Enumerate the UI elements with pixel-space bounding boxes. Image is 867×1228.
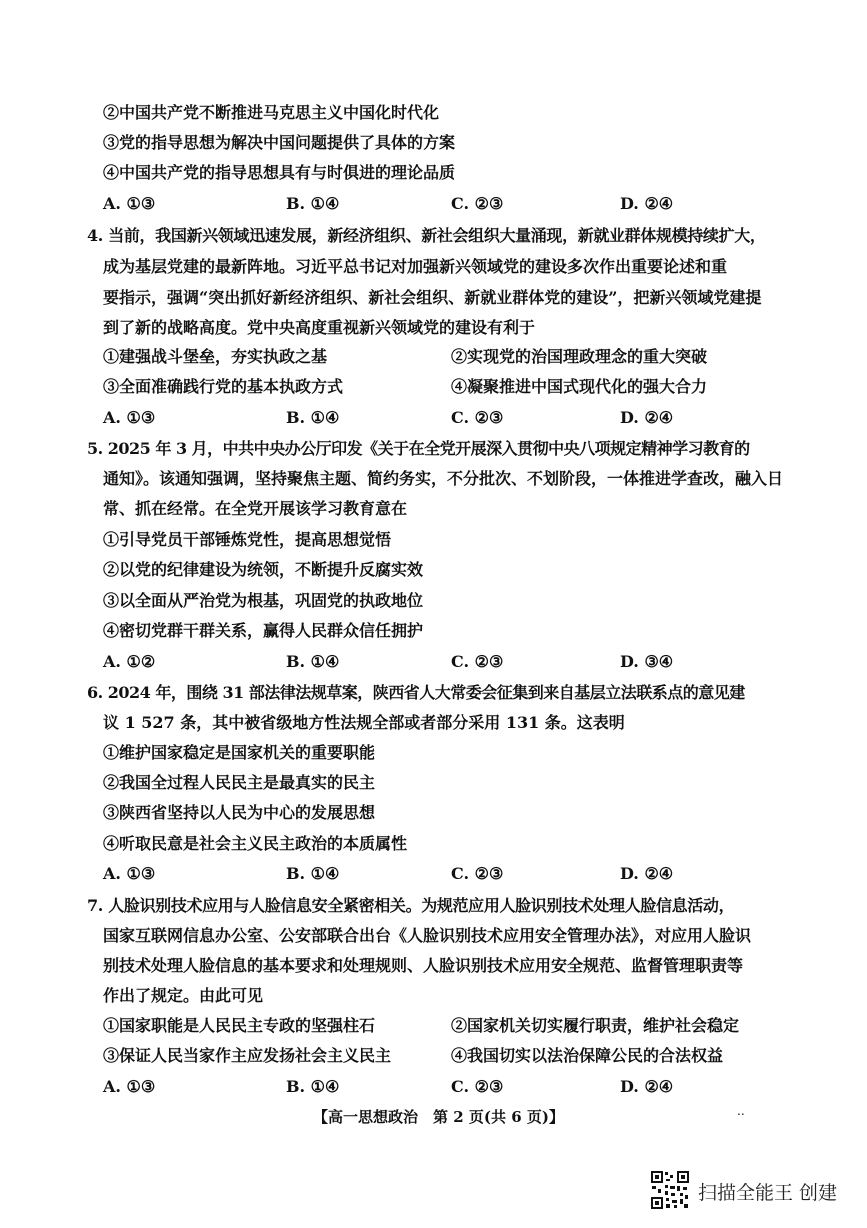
q7-option-b: B. ①④ [286,1077,340,1096]
q5-option-b: B. ①④ [286,652,340,671]
q3-item-4: ④中国共产党的指导思想具有与时俱进的理论品质 [103,163,456,182]
page-footer: 【高一思想政治 第 2 页(共 6 页)】 [313,1108,564,1126]
q7-stem-line-1: 7. 人脸识别技术应用与人脸信息安全紧密相关。为规范应用人脸识别技术处理人脸信息活动， [87,896,735,915]
q6-option-a: A. ①③ [103,864,156,883]
q7-stem-line-4: 作出了规定。由此可见 [103,986,264,1005]
q4-stem-line-4: 到了新的战略高度。党中央高度重视新兴领域党的建设有利于 [103,318,536,337]
q6-option-b: B. ①④ [286,864,340,883]
q6-option-c: C. ②③ [451,864,504,883]
q7-item-2: ②国家机关切实履行职责，维护社会稳定 [451,1016,740,1035]
q6-stem-line-1: 6. 2024 年，围绕 31 部法律法规草案，陕西省人大常委会征集到来自基层立法联系点的意见建 [87,683,745,702]
q6-item-1: ①维护国家稳定是国家机关的重要职能 [103,743,376,762]
q3-option-a: A. ①③ [103,194,156,213]
q3-item-2: ②中国共产党不断推进马克思主义中国化时代化 [103,103,440,122]
q4-stem-line-2: 成为基层党建的最新阵地。习近平总书记对加强新兴领域党的建设多次作出重要论述和重 [103,257,728,276]
q7-stem-line-2: 国家互联网信息办公室、公安部联合出台《人脸识别技术应用安全管理办法》，对应用人脸识 [103,926,752,945]
q4-stem-line-1: 4. 当前，我国新兴领域迅速发展，新经济组织、新社会组织大量涌现，新就业群体规模持续扩大， [87,226,766,245]
q6-option-d: D. ②④ [620,864,674,883]
q6-item-2: ②我国全过程人民民主是最真实的民主 [103,773,376,792]
q7-stem-line-3: 别技术处理人脸信息的基本要求和处理规则、人脸识别技术应用安全规范、监督管理职责等 [103,956,744,975]
q5-stem-line-2: 通知》。该通知强调，坚持聚焦主题、简约务实，不分批次、不划阶段，一体推进学查改，融入日 [103,469,784,488]
q4-option-c: C. ②③ [451,408,504,427]
q4-option-d: D. ②④ [620,408,674,427]
q3-option-b: B. ①④ [286,194,340,213]
q5-option-c: C. ②③ [451,652,504,671]
q7-option-d: D. ②④ [620,1077,674,1096]
q4-item-3: ③全面准确践行党的基本执政方式 [103,377,344,396]
q5-stem-line-1: 5. 2025 年 3 月，中共中央办公厅印发《关于在全党开展深入贯彻中央八项规定精神学习教育的 [87,439,750,458]
scanner-watermark: 扫描全能王 创建 [698,1182,838,1204]
footer-mark: .. [737,1104,745,1118]
q7-item-1: ①国家职能是人民民主专政的坚强柱石 [103,1016,376,1035]
q4-item-2: ②实现党的治国理政理念的重大突破 [451,347,708,366]
q5-option-d: D. ③④ [620,652,674,671]
q5-item-4: ④密切党群干群关系，赢得人民群众信任拥护 [103,621,424,640]
q4-option-b: B. ①④ [286,408,340,427]
q4-item-1: ①建强战斗堡垒，夯实执政之基 [103,347,328,366]
q4-stem-line-3: 要指示，强调“突出抓好新经济组织、新社会组织、新就业群体党的建设”，把新兴领域党建提 [103,288,762,307]
q6-item-4: ④听取民意是社会主义民主政治的本质属性 [103,834,408,853]
q7-item-4: ④我国切实以法治保障公民的合法权益 [451,1046,724,1065]
q4-item-4: ④凝聚推进中国式现代化的强大合力 [451,377,708,396]
q3-option-c: C. ②③ [451,194,504,213]
qr-code-icon [650,1170,690,1210]
q7-option-a: A. ①③ [103,1077,156,1096]
q5-stem-line-3: 常、抓在经常。在全党开展该学习教育意在 [103,499,408,518]
q3-option-d: D. ②④ [620,194,674,213]
q4-option-a: A. ①③ [103,408,156,427]
q5-item-3: ③以全面从严治党为根基，巩固党的执政地位 [103,591,424,610]
q5-option-a: A. ①② [103,652,156,671]
q7-option-c: C. ②③ [451,1077,504,1096]
q3-item-3: ③党的指导思想为解决中国问题提供了具体的方案 [103,133,456,152]
q6-item-3: ③陕西省坚持以人民为中心的发展思想 [103,803,376,822]
q6-stem-line-2: 议 1 527 条，其中被省级地方性法规全部或者部分采用 131 条。这表明 [103,713,625,732]
q5-item-1: ①引导党员干部锤炼党性，提高思想觉悟 [103,530,392,549]
q5-item-2: ②以党的纪律建设为统领，不断提升反腐实效 [103,560,424,579]
q7-item-3: ③保证人民当家作主应发扬社会主义民主 [103,1046,392,1065]
